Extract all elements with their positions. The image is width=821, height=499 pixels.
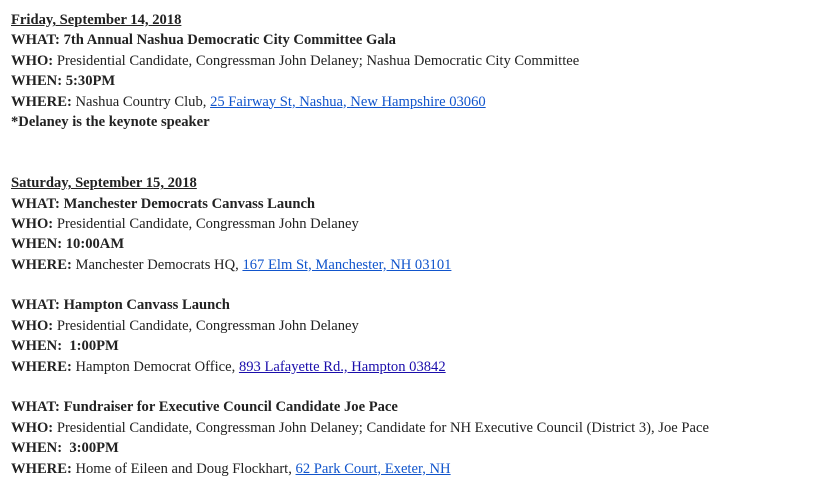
event-when <box>11 336 821 356</box>
when-value: 5:30PM <box>65 73 116 90</box>
event-title: 7th Annual Nashua Democratic City Committee Gala <box>63 32 396 49</box>
who-label: WHO: <box>11 419 54 436</box>
what-label: WHAT: <box>11 297 60 314</box>
where-label: WHERE: <box>11 358 72 375</box>
who-label: WHO: <box>11 215 54 232</box>
event-who <box>11 51 821 71</box>
when-label: WHEN: <box>11 440 63 457</box>
event-what <box>11 397 821 417</box>
address-link[interactable]: 62 Park Court, Exeter, NH <box>295 460 451 477</box>
who-value: Presidential Candidate, Congressman John Delaney <box>56 215 359 232</box>
who-value: Presidential Candidate, Congressman John Delaney <box>56 317 359 334</box>
what-label: WHAT: <box>11 399 60 416</box>
where-label: WHERE: <box>11 93 72 110</box>
where-venue: Home of Eileen and Doug Flockhart, <box>75 460 292 477</box>
event-when <box>11 71 821 91</box>
date-heading-saturday: Saturday, September 15, 2018 <box>11 175 197 192</box>
where-label: WHERE: <box>11 460 72 477</box>
what-label: WHAT: <box>11 32 60 49</box>
event-what <box>11 194 821 214</box>
when-value: 1:00PM <box>69 338 119 355</box>
who-label: WHO: <box>11 317 54 334</box>
event-when <box>11 234 821 254</box>
where-label: WHERE: <box>11 256 72 273</box>
event-who <box>11 418 821 438</box>
event-title: Hampton Canvass Launch <box>63 297 230 314</box>
where-venue: Hampton Democrat Office, <box>75 358 236 375</box>
event-where <box>11 92 821 112</box>
when-value: 10:00AM <box>65 236 125 253</box>
what-label: WHAT: <box>11 195 60 212</box>
date-heading-friday: Friday, September 14, 2018 <box>11 12 182 28</box>
when-label: WHEN: <box>11 73 63 90</box>
address-link[interactable]: 167 Elm St, Manchester, NH 03101 <box>242 256 452 273</box>
who-value: Presidential Candidate, Congressman John Delaney; Candidate for NH Executive Council (District 3), Joe Pace <box>56 419 709 436</box>
who-value: Presidential Candidate, Congressman John Delaney; Nashua Democratic City Committee <box>56 52 580 69</box>
event-note: *Delaney is the keynote speaker <box>11 113 210 130</box>
when-label: WHEN: <box>11 236 63 253</box>
who-label: WHO: <box>11 52 54 69</box>
event-title: Manchester Democrats Canvass Launch <box>63 195 316 212</box>
when-label: WHEN: <box>11 338 63 355</box>
event-where <box>11 357 821 377</box>
event-who <box>11 316 821 336</box>
address-link[interactable]: 893 Lafayette Rd., Hampton 03842 <box>238 358 446 375</box>
where-venue: Manchester Democrats HQ, <box>75 256 239 273</box>
when-value: 3:00PM <box>69 440 119 457</box>
event-when <box>11 438 821 458</box>
address-link[interactable]: 25 Fairway St, Nashua, New Hampshire 03060 <box>210 93 486 110</box>
event-who <box>11 214 821 234</box>
event-what <box>11 295 821 315</box>
event-where <box>11 255 821 275</box>
where-venue: Nashua Country Club, <box>75 93 207 110</box>
event-where <box>11 459 821 479</box>
event-title: Fundraiser for Executive Council Candidate Joe Pace <box>63 399 398 416</box>
event-what <box>11 30 821 50</box>
